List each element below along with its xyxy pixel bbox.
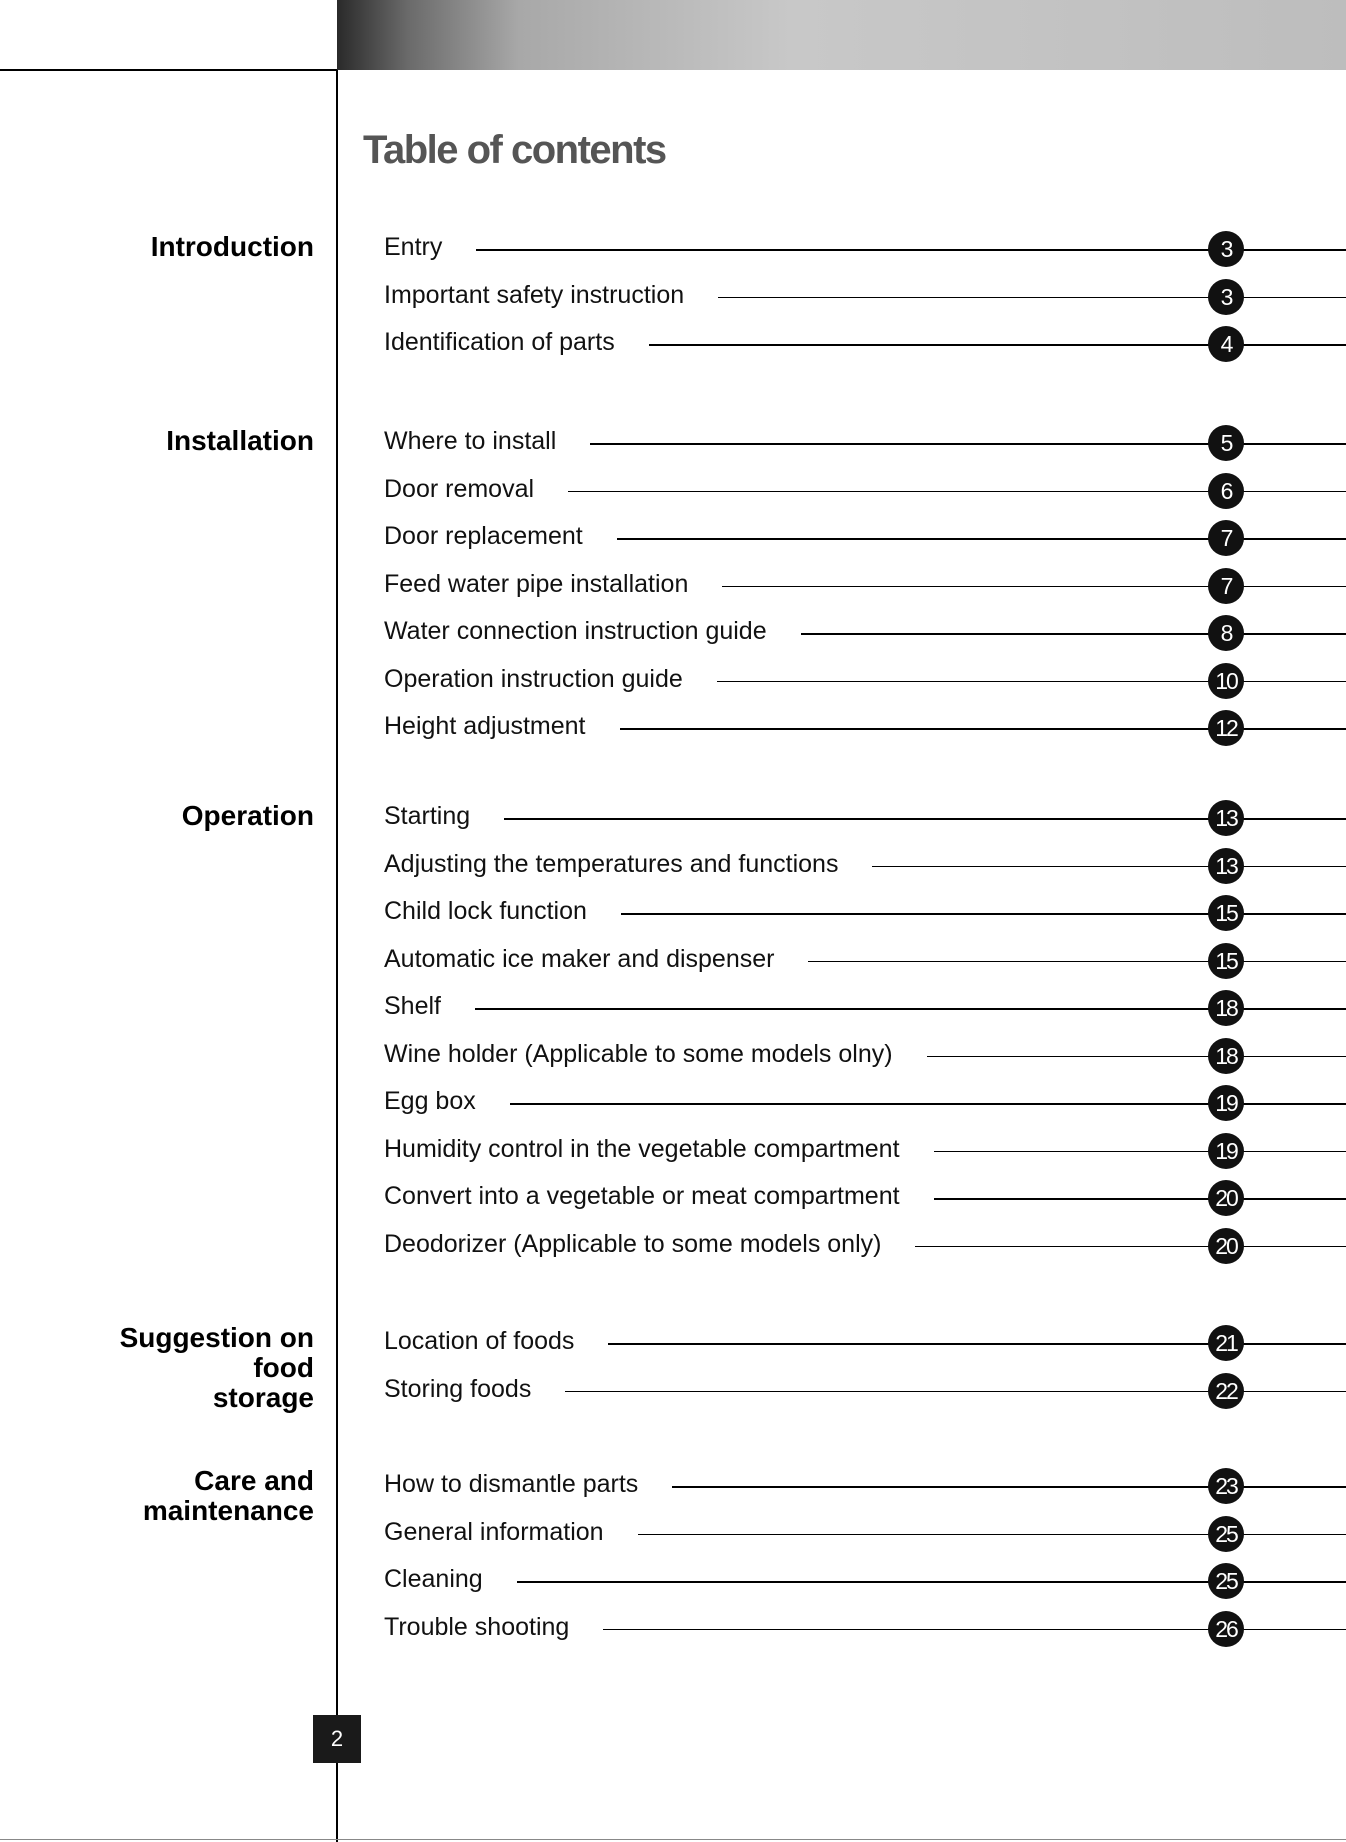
toc-entry[interactable]: [0, 896, 1346, 944]
toc-entry-list: [0, 1326, 1346, 1421]
toc-entry[interactable]: [0, 1039, 1346, 1087]
page-number-badge: 10: [1208, 663, 1244, 699]
page-number-badge: 25: [1208, 1563, 1244, 1599]
page-number-badge: 23: [1208, 1468, 1244, 1504]
section-label-line: maintenance: [142, 1495, 314, 1526]
page-number-badge: 7: [1208, 520, 1244, 556]
toc-entry[interactable]: [0, 1181, 1346, 1229]
toc-entry-title-area: [384, 426, 590, 456]
page-number-badge: 8: [1208, 615, 1244, 651]
toc-entry-list: [0, 1469, 1346, 1659]
page-number-badge: 19: [1208, 1085, 1244, 1121]
toc-entry[interactable]: [0, 232, 1346, 280]
toc-entry-title-area: [384, 849, 872, 879]
toc-entry[interactable]: [0, 944, 1346, 992]
section-label-line: storage: [212, 1382, 314, 1413]
page-title: Table of contents: [363, 128, 666, 172]
toc-entry-title: Water connection instruction guide: [384, 617, 767, 645]
toc-entry[interactable]: [0, 474, 1346, 522]
toc-entry-title: Location of foods: [384, 1327, 575, 1355]
page-number-badge: 20: [1208, 1180, 1244, 1216]
footer-rule: [0, 1839, 1346, 1840]
toc-entry-title-area: [384, 1326, 608, 1356]
toc-entry[interactable]: [0, 1517, 1346, 1565]
toc-entry-title: Egg box: [384, 1087, 476, 1115]
section-label-line: Introduction: [150, 231, 314, 262]
toc-entry[interactable]: [0, 1134, 1346, 1182]
toc-entry[interactable]: [0, 569, 1346, 617]
toc-entry[interactable]: [0, 664, 1346, 712]
page-number-badge: 5: [1208, 425, 1244, 461]
page-number-badge: 15: [1208, 895, 1244, 931]
section-label-line: Care and: [194, 1465, 314, 1496]
toc-entry[interactable]: [0, 1374, 1346, 1422]
toc-entry-title: Shelf: [384, 992, 441, 1020]
page-number-badge: 3: [1208, 231, 1244, 267]
toc-entry[interactable]: [0, 521, 1346, 569]
toc-entry-title-area: [384, 1469, 672, 1499]
toc-entry-title-area: [384, 474, 568, 504]
toc-entry-title: Wine holder (Applicable to some models olny): [384, 1039, 893, 1068]
toc-entry-title: Storing foods: [384, 1374, 532, 1403]
toc-entry-list: [0, 232, 1346, 375]
toc-entry-title: Operation instruction guide: [384, 664, 683, 693]
page-number-badge: 20: [1208, 1228, 1244, 1264]
toc-entry-title-area: [384, 664, 717, 694]
page-number-badge: 18: [1208, 1038, 1244, 1074]
page-number-badge: 15: [1208, 943, 1244, 979]
toc-entry-title: Height adjustment: [384, 712, 586, 740]
toc-entry[interactable]: [0, 711, 1346, 759]
toc-entry[interactable]: [0, 991, 1346, 1039]
toc-entry[interactable]: [0, 849, 1346, 897]
page-number: 2: [313, 1715, 361, 1763]
toc-entry-title: Convert into a vegetable or meat compartment: [384, 1182, 900, 1210]
toc-entry[interactable]: [0, 327, 1346, 375]
toc-entry[interactable]: [0, 280, 1346, 328]
toc-entry-title-area: [384, 1181, 934, 1211]
page-number-badge: 25: [1208, 1516, 1244, 1552]
toc-entry[interactable]: [0, 1086, 1346, 1134]
toc-entry-title-area: [384, 1517, 638, 1547]
toc-entry[interactable]: [0, 1612, 1346, 1660]
toc-entry-title-area: [384, 1374, 565, 1404]
toc-entry-title-area: [384, 711, 620, 741]
toc-entry-title: General information: [384, 1517, 604, 1546]
page-number-badge: 13: [1208, 848, 1244, 884]
toc-entry-title-area: [384, 232, 476, 262]
toc-entry-title: How to dismantle parts: [384, 1470, 639, 1498]
page-number-badge: 19: [1208, 1133, 1244, 1169]
toc-entry-title-area: [384, 521, 617, 551]
section-label-line: food: [253, 1352, 314, 1383]
page-number-badge: 7: [1208, 568, 1244, 604]
toc-entry-title-area: [384, 1229, 915, 1259]
toc-entry-title: Where to install: [384, 427, 557, 455]
toc-entry-title-area: [384, 1039, 927, 1069]
toc-entry-title-area: [384, 991, 475, 1021]
toc-entry-title-area: [384, 896, 621, 926]
page-number-badge: 26: [1208, 1611, 1244, 1647]
toc-entry[interactable]: [0, 426, 1346, 474]
toc-entry-list: [0, 426, 1346, 759]
toc-entry[interactable]: [0, 616, 1346, 664]
toc-entry-title: Door removal: [384, 474, 535, 503]
page-number-badge: 12: [1208, 710, 1244, 746]
toc-entry[interactable]: [0, 1326, 1346, 1374]
toc-entry-title: Humidity control in the vegetable compartment: [384, 1134, 900, 1163]
section-label-line: Operation: [181, 800, 314, 831]
toc-entry-title-area: [384, 280, 718, 310]
toc-entry-title: Automatic ice maker and dispenser: [384, 944, 775, 973]
toc-entry-title-area: [384, 1134, 934, 1164]
toc-entry-title: Child lock function: [384, 897, 587, 925]
toc-entry-title-area: [384, 327, 649, 357]
toc-entry[interactable]: [0, 1564, 1346, 1612]
toc-entry[interactable]: [0, 801, 1346, 849]
toc-entry-title-area: [384, 944, 808, 974]
toc-entry-title-area: [384, 1564, 517, 1594]
toc-entry-title: Door replacement: [384, 522, 583, 550]
page-number-badge: 4: [1208, 326, 1244, 362]
toc-entry-title-area: [384, 616, 801, 646]
section-label-line: Installation: [166, 425, 314, 456]
page-number-badge: 22: [1208, 1373, 1244, 1409]
section-label-line: Suggestion on: [119, 1322, 314, 1353]
toc-entry[interactable]: [0, 1469, 1346, 1517]
toc-entry-title: Entry: [384, 233, 443, 261]
page-number-badge: 6: [1208, 473, 1244, 509]
toc-entry-title: Starting: [384, 802, 471, 830]
toc-entry-list: [0, 801, 1346, 1276]
page-number-badge: 13: [1208, 800, 1244, 836]
toc-entry-title: Deodorizer (Applicable to some models only): [384, 1229, 882, 1258]
toc-entry-title: Cleaning: [384, 1565, 483, 1593]
toc-entry-title: Trouble shooting: [384, 1612, 570, 1641]
toc-entry-title: Identification of parts: [384, 328, 615, 356]
toc-entry-title-area: [384, 1086, 510, 1116]
toc-entry-title: Adjusting the temperatures and functions: [384, 849, 839, 878]
page-number-badge: 21: [1208, 1325, 1244, 1361]
toc-entry[interactable]: [0, 1229, 1346, 1277]
toc-entry-title-area: [384, 801, 504, 831]
toc-entry-title-area: [384, 569, 722, 599]
toc-entry-title-area: [384, 1612, 603, 1642]
toc-entry-title: Feed water pipe installation: [384, 569, 689, 598]
header-rule: [0, 69, 337, 71]
header-band: [337, 0, 1346, 70]
page-number-badge: 3: [1208, 279, 1244, 315]
page-number-badge: 18: [1208, 990, 1244, 1026]
toc-entry-title: Important safety instruction: [384, 280, 685, 309]
